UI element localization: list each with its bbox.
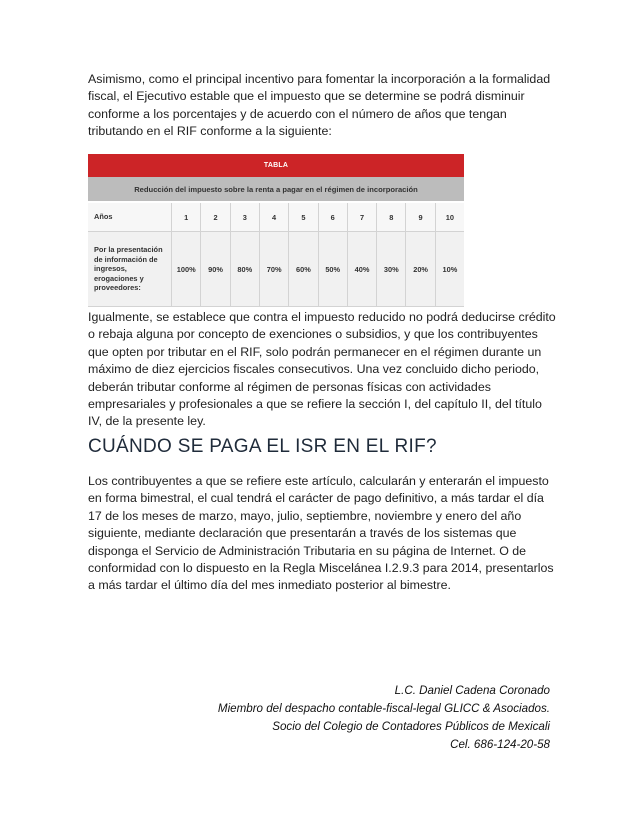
percentage-cell: 70% (260, 232, 289, 306)
payment-paragraph: Los contribuyentes a que se refiere este artículo, calcularán y enterarán el impuesto en forma bimestral, el cual tendrá el carácter de pago definitivo, a más tardar el día 17 de los meses de marzo, mayo, julio, septiembre, noviembre y enero del año siguiente, mediante declaración que presentarán a través de los sistemas que disponga el Servicio de Administración Tributaria en su página de Internet. O de conformidad con lo dispuesto en la Regla Miscelánea I.2.9.3 para 2014, presentarlos a más tardar el último día del mes inmediato posterior al bimestre. (88, 474, 554, 593)
table-subtitle: Reducción del impuesto sobre la renta a pagar en el régimen de incorporación (88, 177, 464, 203)
year-cell: 4 (260, 203, 289, 231)
year-cell: 9 (406, 203, 435, 231)
percentages-label: Por la presentación de información de ingresos, erogaciones y proveedores: (88, 232, 172, 306)
restrictions-paragraph: Igualmente, se establece que contra el impuesto reducido no podrá deducirse crédito o rebaja alguna por concepto de exenciones o subsidios, y que los contribuyentes que opten por tributar en el RIF, solo podrán permanecer en el régimen durante un máximo de diez ejercicios fiscales consecutivos. Una vez concluido dicho periodo, deberán tributar conforme al régimen de personas físicas con actividades empresariales y profesionales a que se refiere la sección I, del capítulo II, del título IV, de la presente ley. (88, 310, 556, 429)
percentage-cell: 90% (201, 232, 230, 306)
percentage-cell: 10% (442, 264, 458, 274)
year-cell: 3 (231, 203, 260, 231)
year-cell: 5 (289, 203, 318, 231)
table-row-years (88, 203, 464, 232)
signature-name: L.C. Daniel Cadena Coronado (394, 684, 550, 697)
table-row-percentages (88, 232, 464, 307)
signature-college: Socio del Colegio de Contadores Públicos de Mexicali (272, 720, 550, 733)
percentage-cell: 80% (231, 232, 260, 306)
year-cell: 10 (445, 212, 455, 222)
year-cell: 8 (377, 203, 406, 231)
table-title: TABLA (88, 154, 464, 177)
year-cell: 2 (201, 203, 230, 231)
section-heading: CUÁNDO SE PAGA EL ISR EN EL RIF? (88, 436, 437, 457)
signature-firm: Miembro del despacho contable-fiscal-legal GLICC & Asociados. (217, 702, 550, 715)
percentage-cell: 40% (348, 232, 377, 306)
percentage-cell: 30% (377, 232, 406, 306)
signature-phone: Cel. 686-124-20-58 (450, 738, 550, 751)
intro-paragraph: Asimismo, como el principal incentivo para fomentar la incorporación a la formalidad fiscal, el Ejecutivo estable que el impuesto que se determine se podrá disminuir conforme a los porcentajes y de acuerdo con el número de años que tengan tributando en el RIF conforme a la siguiente: (88, 72, 551, 139)
isr-reduction-table (88, 154, 464, 309)
percentage-cell: 60% (289, 232, 318, 306)
percentage-cell: 100% (172, 232, 201, 306)
percentage-cell: 50% (319, 232, 348, 306)
year-cell: 7 (348, 203, 377, 231)
percentage-cell: 20% (406, 232, 435, 306)
years-label: Años (88, 203, 172, 231)
year-cell: 1 (172, 203, 201, 231)
year-cell: 6 (319, 203, 348, 231)
